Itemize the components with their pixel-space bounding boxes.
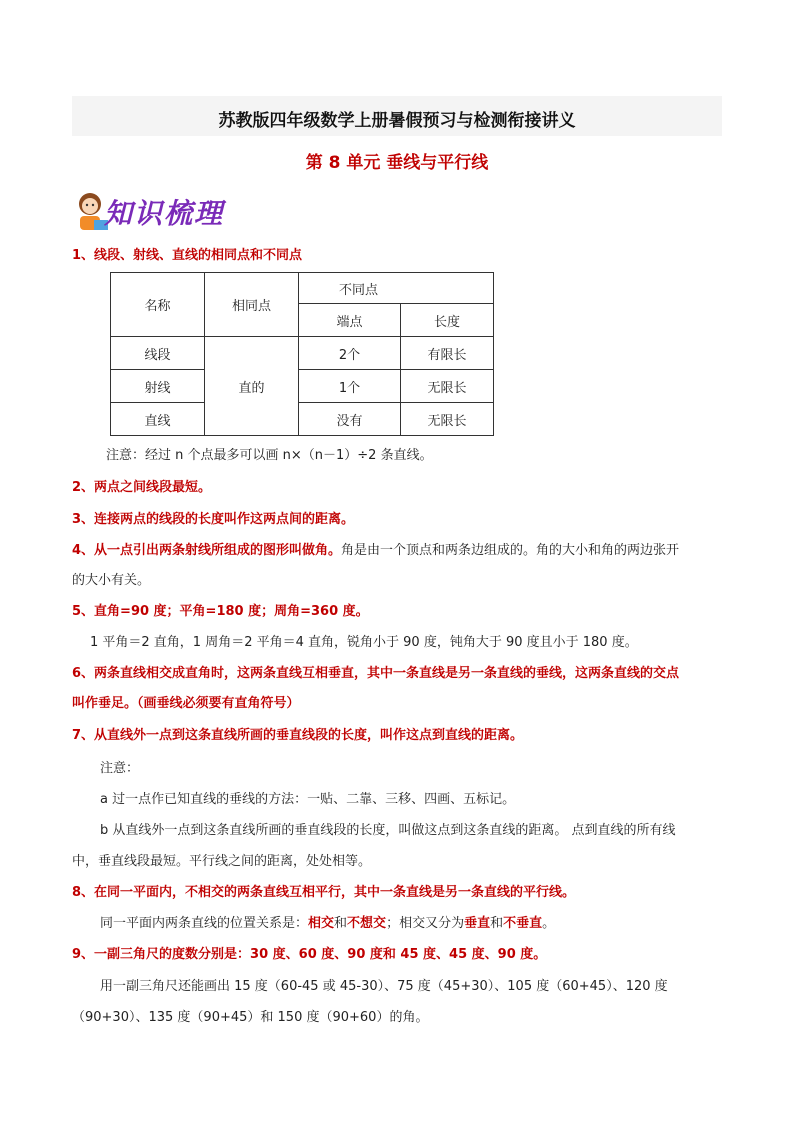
- section-6-line1: 6、两条直线相交成直角时，这两条直线互相垂直，其中一条直线是另一条直线的垂线，这两条直线的交点: [72, 666, 680, 681]
- document-title: 苏教版四年级数学上册暑假预习与检测衔接讲义: [218, 111, 576, 131]
- section-8-detail: [100, 914, 555, 934]
- line-comparison-table: [110, 272, 494, 436]
- table-cell-same: 直的: [205, 337, 299, 436]
- section-3: 3、连接两点的线段的长度叫作这两点间的距离。: [72, 512, 355, 527]
- table-row: [111, 403, 494, 436]
- table-header-endpoint: 端点: [299, 304, 401, 337]
- keyword-intersect: 相交: [308, 916, 335, 931]
- table-cell-length: 有限长: [401, 337, 494, 370]
- note-lines-count: 注意：经过 n 个点最多可以画 n×（n－1）÷2 条直线。: [106, 448, 433, 463]
- section-1-heading: 1、线段、射线、直线的相同点和不同点: [72, 248, 303, 263]
- table-header-length: 长度: [401, 304, 494, 337]
- section-4-red: 4、从一点引出两条射线所组成的图形叫做角。: [72, 543, 342, 558]
- section-6-line2: 叫作垂足。（画垂线必须要有直角符号）: [72, 696, 300, 711]
- section-9: 9、一副三角尺的度数分别是：30 度、60 度、90 度和 45 度、45 度、90 度。: [72, 947, 547, 962]
- text: 和: [490, 916, 504, 931]
- section-2: 2、两点之间线段最短。: [72, 480, 212, 495]
- text: 同一平面内两条直线的位置关系是：: [100, 916, 309, 931]
- table-header-different: 不同点: [299, 273, 494, 304]
- text: 和: [334, 916, 348, 931]
- table-header-name: 名称: [111, 273, 205, 337]
- section-8: 8、在同一平面内，不相交的两条直线互相平行，其中一条直线是另一条直线的平行线。: [72, 885, 576, 900]
- table-cell-name: 线段: [111, 337, 205, 370]
- text: 。: [542, 916, 556, 931]
- table-cell-name: 直线: [111, 403, 205, 436]
- note-b-line1: b 从直线外一点到这条直线所画的垂直线段的长度，叫做这点到这条直线的距离。 点到直线的所有线: [100, 823, 676, 838]
- section-9-line1: 用一副三角尺还能画出 15 度（60-45 或 45-30）、75 度（45+30）、105 度（60+45）、120 度: [100, 979, 668, 994]
- table-cell-endpoint: 1个: [299, 370, 401, 403]
- table-row: [111, 370, 494, 403]
- note-a: a 过一点作已知直线的垂线的方法：一贴、二靠、三移、四画、五标记。: [100, 792, 516, 807]
- table-cell-length: 无限长: [401, 403, 494, 436]
- table-row: [111, 337, 494, 370]
- table-cell-length: 无限长: [401, 370, 494, 403]
- knowledge-summary-logo-text: 知识梳理: [104, 197, 225, 230]
- table-header-same: 相同点: [205, 273, 299, 337]
- section-5-detail: 1 平角＝2 直角，1 周角＝2 平角＝4 直角，锐角小于 90 度，钝角大于 90 度且小于 180 度。: [90, 635, 638, 650]
- section-4-line2: 的大小有关。: [72, 573, 151, 588]
- table-cell-endpoint: 没有: [299, 403, 401, 436]
- unit-title: 第 8 单元 垂线与平行线: [305, 153, 489, 173]
- note-label: 注意：: [100, 761, 140, 776]
- section-5: 5、直角=90 度；平角=180 度；周角=360 度。: [72, 604, 369, 619]
- section-4-rest: 角是由一个顶点和两条边组成的。角的大小和角的两边张开: [341, 543, 680, 558]
- text: ；相交又分为: [386, 916, 465, 931]
- section-4: [72, 541, 679, 561]
- keyword-perpendicular: 垂直: [464, 916, 491, 931]
- keyword-not-intersect: 不想交: [347, 916, 387, 931]
- keyword-not-perpendicular: 不垂直: [503, 916, 543, 931]
- table-cell-endpoint: 2个: [299, 337, 401, 370]
- section-7: 7、从直线外一点到这条直线所画的垂直线段的长度，叫作这点到直线的距离。: [72, 728, 524, 743]
- table-cell-name: 射线: [111, 370, 205, 403]
- section-9-line2: （90+30）、135 度（90+45）和 150 度（90+60）的角。: [72, 1010, 429, 1025]
- note-b-line2: 中，垂直线段最短。平行线之间的距离，处处相等。: [72, 854, 372, 869]
